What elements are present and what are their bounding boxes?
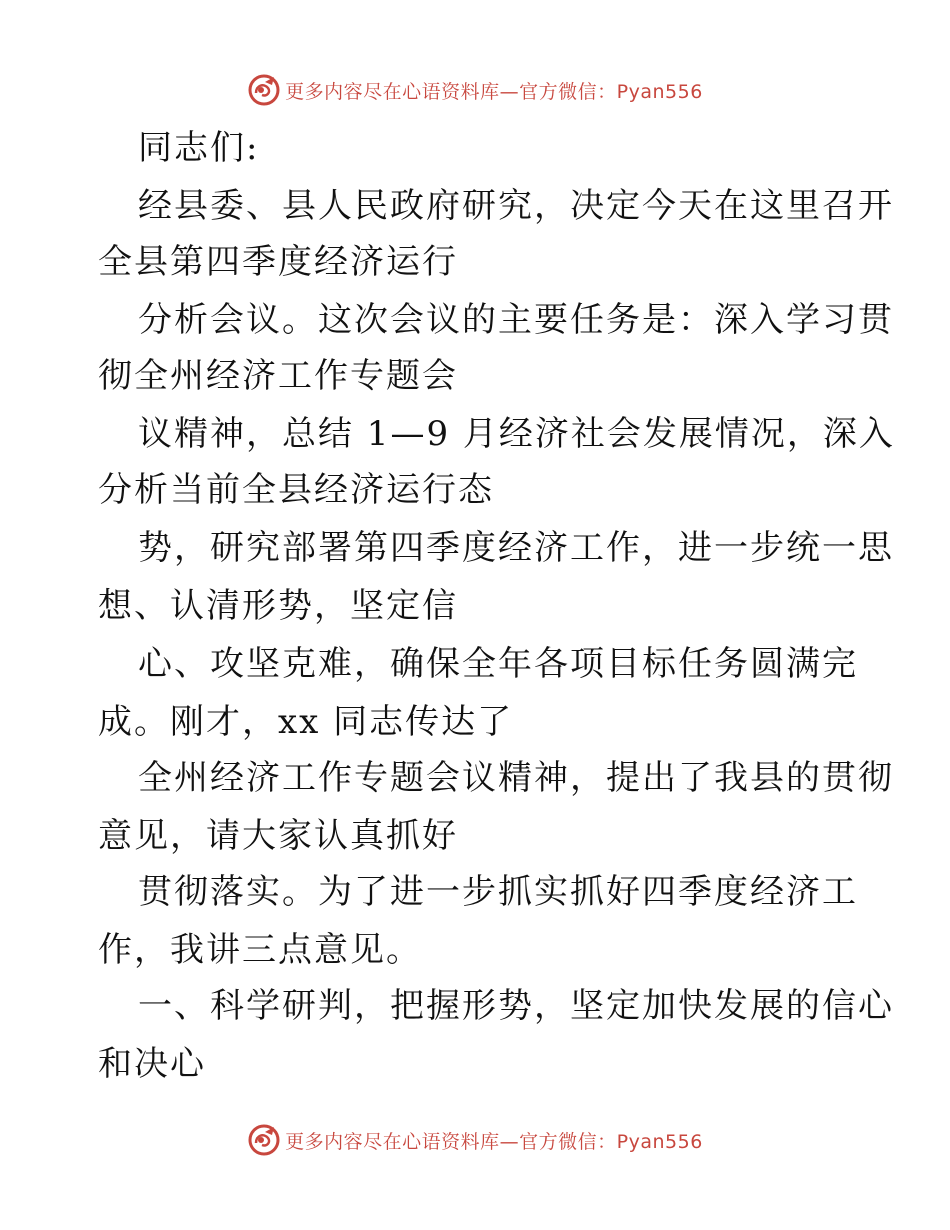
heart-pen-logo-icon xyxy=(247,1123,281,1157)
doc-line: 势，研究部署第四季度经济工作，进一步统一思 xyxy=(138,528,894,568)
doc-line: 心、攻坚克难，确保全年各项目标任务圆满完 xyxy=(138,644,858,684)
doc-line: 全县第四季度经济运行 xyxy=(98,242,458,282)
doc-line: 意见，请大家认真抓好 xyxy=(98,816,458,856)
doc-line: 想、认清形势，坚定信 xyxy=(98,586,458,626)
doc-line: 贯彻落实。为了进一步抓实抓好四季度经济工 xyxy=(138,872,858,912)
doc-line: 彻全州经济工作专题会 xyxy=(98,356,458,396)
footer-banner xyxy=(0,1120,950,1160)
footer-banner-text: 更多内容尽在心语资料库—官方微信：Pyan556 xyxy=(285,1130,703,1153)
doc-line: 议精神，总结 1—9 月经济社会发展情况，深入 xyxy=(138,414,895,454)
doc-line: 一、科学研判，把握形势，坚定加快发展的信心 xyxy=(138,986,894,1026)
doc-line: 成。刚才，xx 同志传达了 xyxy=(98,702,514,742)
doc-line: 分析会议。这次会议的主要任务是：深入学习贯 xyxy=(138,300,894,340)
doc-line: 经县委、县人民政府研究，决定今天在这里召开 xyxy=(138,186,894,226)
header-banner-text: 更多内容尽在心语资料库—官方微信：Pyan556 xyxy=(285,80,703,103)
doc-line: 分析当前全县经济运行态 xyxy=(98,470,494,510)
doc-line: 全州经济工作专题会议精神，提出了我县的贯彻 xyxy=(138,758,894,798)
doc-line: 和决心 xyxy=(98,1044,206,1084)
doc-line: 同志们: xyxy=(138,128,260,168)
doc-line: 作，我讲三点意见。 xyxy=(98,930,422,970)
